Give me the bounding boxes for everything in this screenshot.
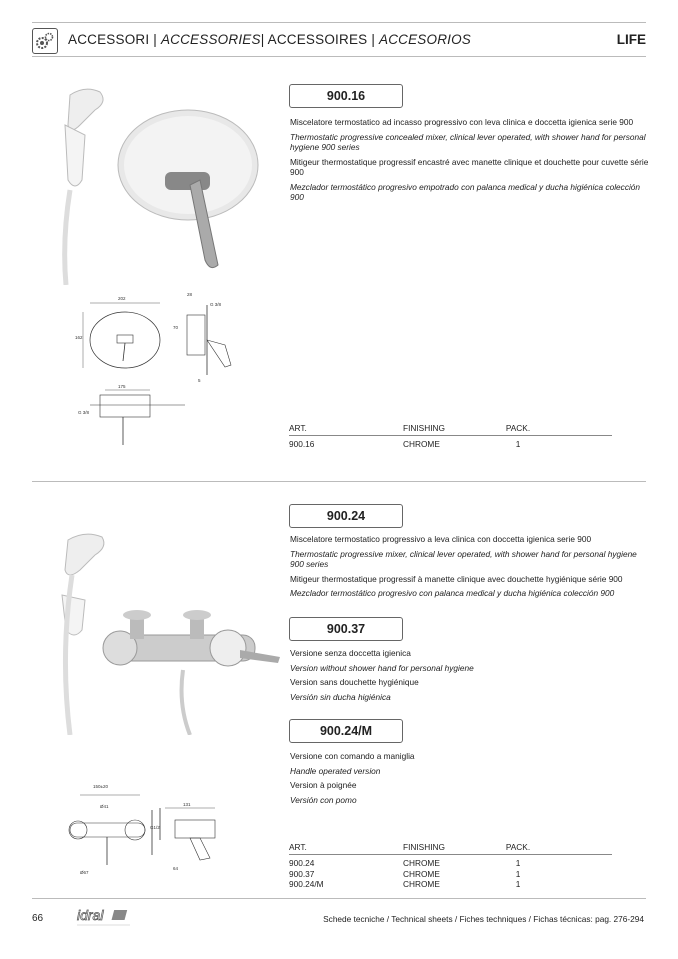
- product-description-900-37: [290, 648, 650, 706]
- cell-pack: 1: [515, 879, 521, 889]
- section-divider: [32, 481, 646, 482]
- dim-connection-2: G 3/8: [78, 410, 90, 415]
- top-divider: [32, 22, 646, 23]
- cell-finishing: CHROME: [403, 879, 440, 889]
- cell-pack: 1: [515, 868, 521, 879]
- dim-connection: G1/2: [150, 825, 160, 830]
- desc-es: Mezclador termostático progresivo empotrado con palanca medical y ducha higiénica colección 900: [290, 181, 641, 202]
- product-code-900-24: 900.24: [289, 504, 403, 528]
- product-description-900-16: [290, 117, 650, 207]
- product-description-900-24-m: [290, 751, 650, 809]
- desc-en: Version without shower hand for personal hygiene: [290, 662, 474, 673]
- product-description-900-24: [290, 534, 650, 603]
- desc-it: Versione senza doccetta igienica: [290, 648, 411, 658]
- cell-pack: 1: [515, 439, 521, 449]
- category-title: [68, 32, 471, 47]
- product-image-900-16: [40, 80, 280, 285]
- dim-connection: G 3/8: [210, 302, 222, 307]
- cell-finishing: CHROME: [403, 439, 440, 449]
- cell-art: 900.24/M: [289, 879, 324, 889]
- dim-depth: 28: [187, 292, 193, 297]
- dim-diameter-1: Ø41: [100, 804, 109, 809]
- col-art: ART.: [289, 423, 307, 433]
- separator: |: [260, 32, 265, 47]
- cell-finishing: CHROME: [403, 868, 440, 879]
- section-label: LIFE: [616, 32, 646, 47]
- footer-divider: [32, 898, 646, 899]
- col-finishing: FINISHING: [403, 423, 445, 433]
- title-es: ACCESORIOS: [378, 32, 472, 47]
- header-divider: [32, 56, 646, 57]
- page-number: 66: [32, 913, 44, 924]
- desc-es: Versión sin ducha higiénica: [290, 691, 391, 702]
- gears-icon: [32, 28, 58, 54]
- article-table-1: [289, 423, 612, 450]
- product-code-900-16: 900.16: [289, 84, 403, 108]
- product-image-900-24: [40, 525, 280, 735]
- table-row: [289, 439, 612, 450]
- dim-spacing: 64: [173, 866, 179, 871]
- desc-fr: Mitigeur thermostatique progressif encastré avec manette clinique et douchette pour cuvette série 900: [290, 156, 649, 177]
- desc-it: Miscelatore termostatico progressivo a leva clinica con doccetta igienica serie 900: [290, 534, 592, 544]
- idral-logo: [75, 907, 145, 932]
- cell-art: 900.16: [289, 439, 315, 449]
- desc-es: Mezclador termostático progresivo con palanca medical y ducha higiénica colección 900: [290, 588, 615, 598]
- desc-it: Miscelatore termostatico ad incasso progressivo con leva clinica e doccetta igienica serie 900: [290, 117, 634, 127]
- title-en: ACCESSORIES: [160, 32, 261, 47]
- desc-fr: Version à poignée: [290, 780, 357, 790]
- technical-sheets-reference: Schede tecniche / Technical sheets / Fiches techniques / Fichas técnicas: pag. 276-294: [323, 914, 644, 924]
- separator: |: [153, 32, 157, 47]
- article-table-2: [289, 842, 612, 890]
- separator: |: [371, 32, 376, 47]
- dim-height: 162: [75, 335, 83, 340]
- cell-art: 900.24: [289, 858, 315, 868]
- col-pack: PACK.: [505, 423, 531, 433]
- cell-art: 900.37: [289, 868, 315, 879]
- col-art: ART.: [289, 842, 307, 852]
- table-row: [289, 858, 612, 869]
- col-finishing: FINISHING: [403, 842, 445, 852]
- dim-width: 202: [118, 296, 126, 301]
- dim-width-2: 175: [118, 384, 126, 389]
- dim-width: 150±20: [93, 784, 108, 789]
- product-code-900-37: 900.37: [289, 617, 403, 641]
- dim-diameter-2: Ø67: [80, 870, 89, 875]
- technical-drawing-900-16: [75, 295, 245, 455]
- desc-en: Handle operated version: [290, 765, 381, 776]
- desc-fr: Mitigeur thermostatique progressif à manette clinique avec douchette hygiénique série 900: [290, 573, 623, 584]
- title-fr: ACCESSOIRES: [267, 32, 368, 47]
- desc-fr: Version sans douchette hygiénique: [290, 677, 419, 687]
- desc-en: Thermostatic progressive mixer, clinical lever operated, with shower hand for personal hygiene 900 series: [290, 548, 637, 569]
- product-code-900-24-m: 900.24/M: [289, 719, 403, 743]
- desc-it: Versione con comando a maniglia: [290, 751, 415, 761]
- dim-depth: 131: [183, 802, 191, 807]
- table-row: [289, 879, 612, 890]
- desc-en: Thermostatic progressive concealed mixer, clinical lever operated, with shower hand for personal hygiene 900 series: [290, 131, 646, 152]
- cell-pack: 1: [515, 858, 521, 868]
- cell-finishing: CHROME: [403, 858, 440, 868]
- desc-es: Versión con pomo: [290, 794, 357, 805]
- svg-text:idral: idral: [77, 907, 104, 923]
- dim-height-2: 70: [173, 325, 179, 330]
- dim-spacing: 5: [198, 378, 201, 383]
- col-pack: PACK.: [505, 842, 531, 852]
- table-row: [289, 869, 612, 880]
- title-it: ACCESSORI: [68, 32, 150, 47]
